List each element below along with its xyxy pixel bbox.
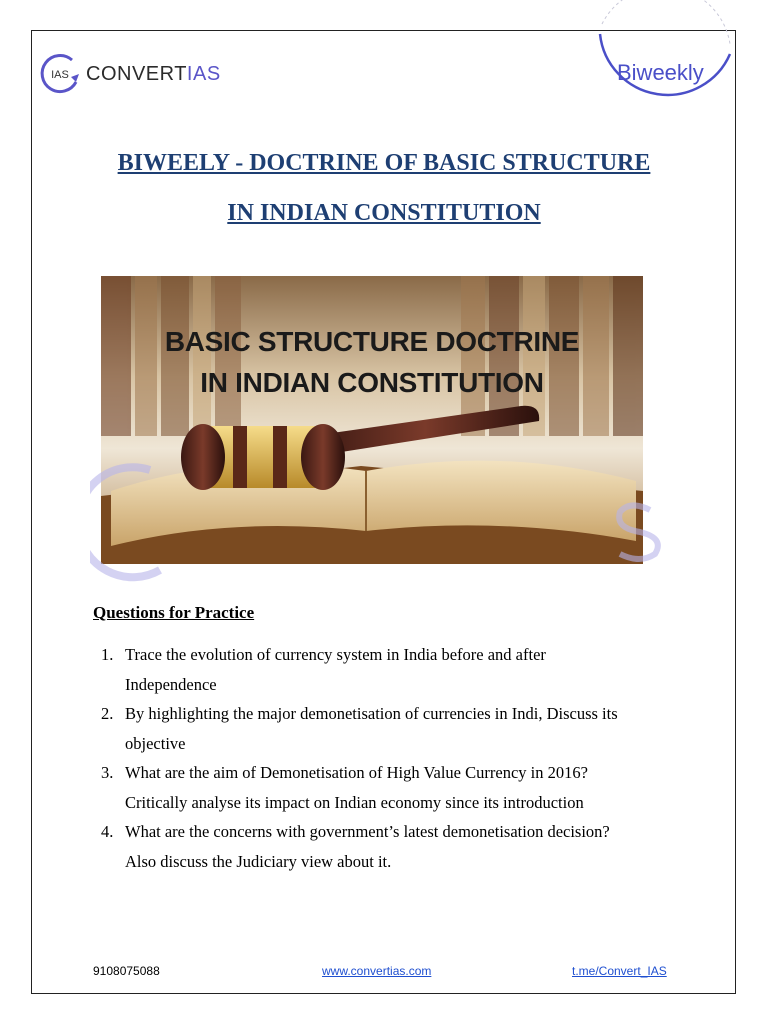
list-item-number: 3. bbox=[101, 763, 114, 782]
list-item bbox=[93, 699, 693, 758]
list-item-number: 2. bbox=[101, 704, 114, 723]
footer-website-link[interactable]: www.convertias.com bbox=[322, 964, 432, 978]
logo-prefix: IAS bbox=[51, 69, 69, 81]
list-item-text-line-1: What are the aim of Demonetisation of High Value Currency in 2016? bbox=[125, 763, 588, 782]
list-item-text-line-2: objective bbox=[125, 733, 186, 753]
list-item-text-line-1: What are the concerns with government’s latest demonetisation decision? bbox=[125, 822, 610, 841]
list-item-text-line-2: Also discuss the Judiciary view about it. bbox=[125, 851, 392, 871]
logo-circle-icon bbox=[38, 52, 82, 96]
list-item-text-line-1: Trace the evolution of currency system in India before and after bbox=[125, 645, 546, 664]
questions-heading: Questions for Practice bbox=[93, 603, 255, 622]
page-title-line-2: IN INDIAN CONSTITUTION bbox=[227, 200, 541, 226]
banner-heading-line-1: BASIC STRUCTURE DOCTRINE bbox=[164, 326, 580, 357]
banner-image bbox=[101, 276, 643, 564]
page-title-line-1: BIWEELY - DOCTRINE OF BASIC STRUCTURE bbox=[117, 150, 651, 176]
questions-list bbox=[93, 640, 693, 876]
banner-heading-line-2: IN INDIAN CONSTITUTION bbox=[200, 367, 544, 398]
logo-name-accent: IAS bbox=[186, 62, 221, 85]
footer-telegram-link[interactable]: t.me/Convert_IAS bbox=[572, 964, 667, 978]
biweekly-badge-label: Biweekly bbox=[617, 60, 704, 85]
list-item bbox=[93, 817, 693, 876]
footer-phone: 9108075088 bbox=[93, 964, 160, 978]
list-item bbox=[93, 640, 693, 699]
list-item-number: 4. bbox=[101, 822, 114, 841]
list-item-text-line-2: Independence bbox=[125, 674, 217, 694]
convertias-logo bbox=[38, 50, 221, 98]
list-item-text-line-2: Critically analyse its impact on Indian economy since its introduction bbox=[125, 792, 584, 812]
logo-name-main: CONVERT bbox=[86, 62, 187, 85]
logo-wordmark bbox=[86, 63, 221, 86]
list-item-text-line-1: By highlighting the major demonetisation of currencies in Indi, Discuss its bbox=[125, 704, 618, 723]
list-item-number: 1. bbox=[101, 645, 114, 664]
list-item bbox=[93, 758, 693, 817]
